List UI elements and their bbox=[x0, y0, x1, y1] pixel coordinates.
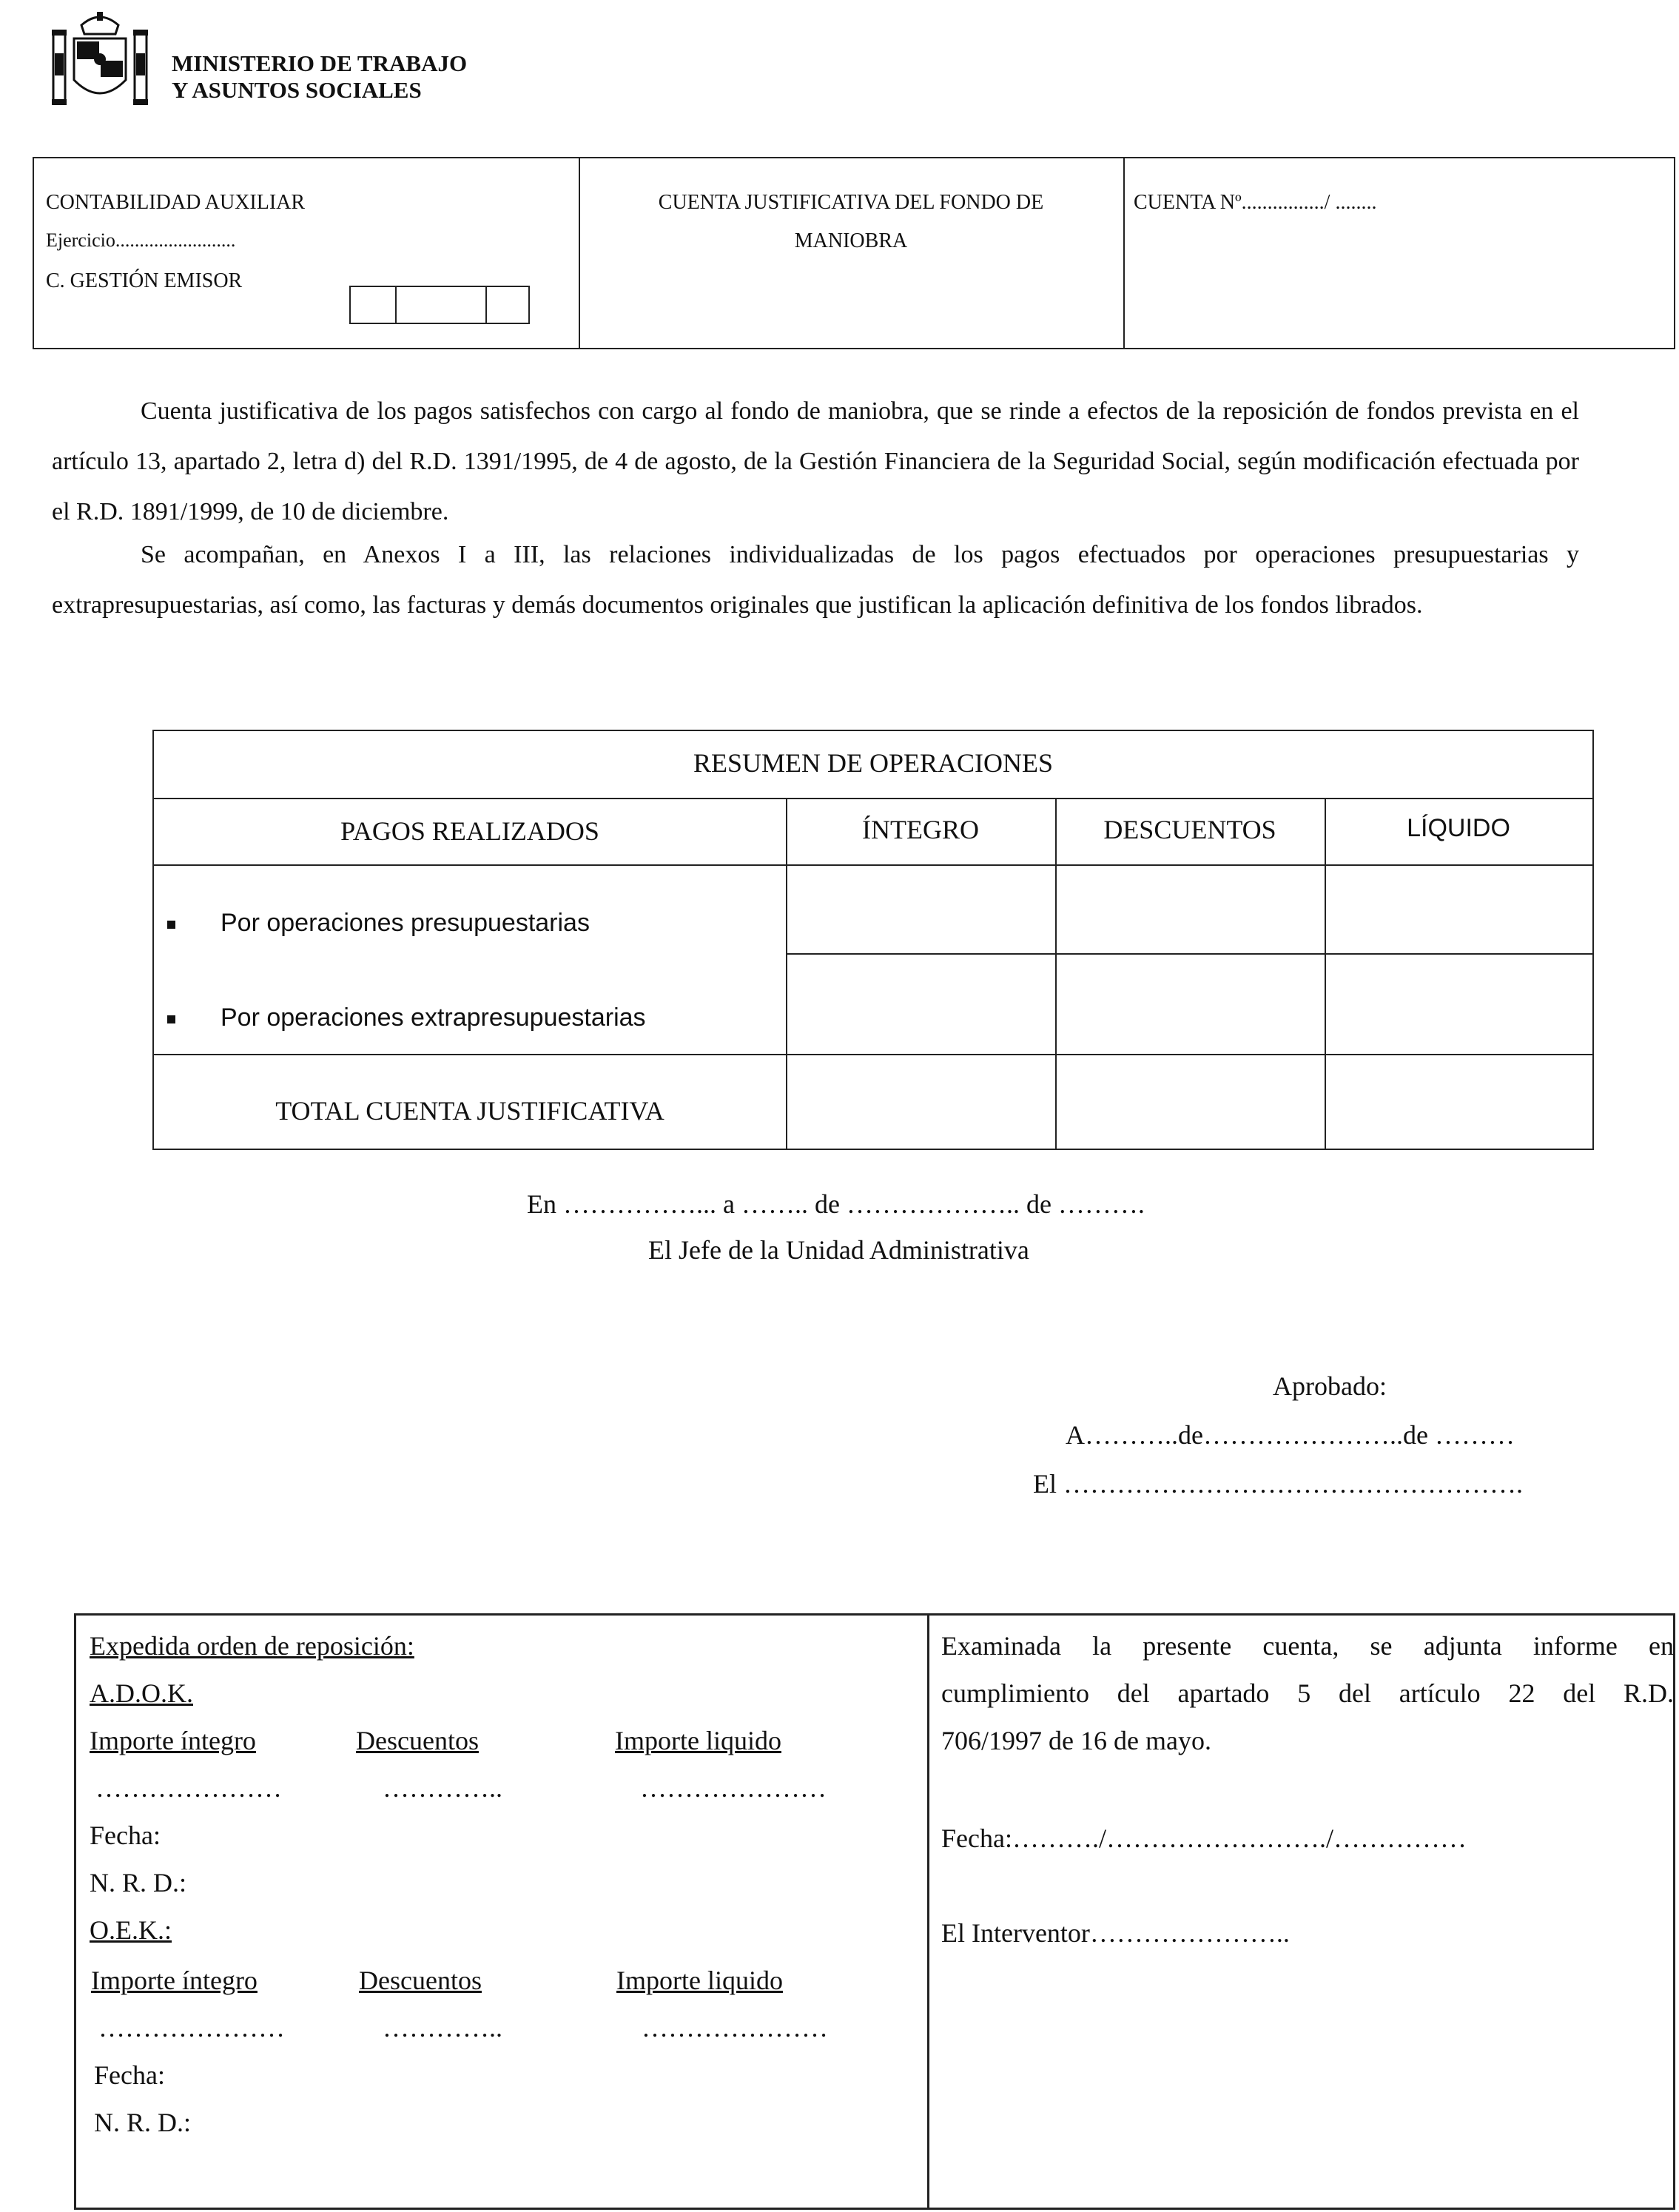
intervention-text-line-3: 706/1997 de 16 de mayo. bbox=[941, 1726, 1211, 1755]
account-number-cell bbox=[1123, 158, 1674, 348]
header-liquido: LÍQUIDO bbox=[1407, 814, 1510, 842]
place-date-line[interactable]: En ……………... a …….. de ……………….. de ………. bbox=[527, 1189, 1145, 1219]
oek-fecha-label: Fecha: bbox=[94, 2060, 165, 2090]
adok-importe-integro-field[interactable]: ………………… bbox=[95, 1773, 282, 1803]
intervention-text-line-1: Examinada la presente cuenta, se adjunta informe en bbox=[941, 1631, 1674, 1661]
aprobado-label: Aprobado: bbox=[1273, 1371, 1387, 1401]
oek-label: O.E.K.: bbox=[90, 1915, 172, 1945]
account-title-line-1: CUENTA JUSTIFICATIVA DEL FONDO DE bbox=[658, 191, 1044, 214]
cuenta-no-field[interactable]: CUENTA Nº................/ ........ bbox=[1134, 191, 1377, 214]
adok-fecha-label: Fecha: bbox=[90, 1821, 161, 1850]
gestion-emisor-label: C. GESTIÓN EMISOR bbox=[46, 269, 243, 292]
paragraph-1 bbox=[52, 386, 1579, 537]
cell-total-integro[interactable] bbox=[787, 1055, 1054, 1149]
cell-presupuestarias-integro[interactable] bbox=[787, 866, 1054, 952]
reposition-box bbox=[74, 1613, 1675, 2210]
aprobado-date-line[interactable]: A………..de…………………..de ……… bbox=[1066, 1420, 1515, 1450]
adok-importe-liquido-field[interactable]: ………………… bbox=[640, 1773, 827, 1803]
oek-importe-integro-field[interactable]: ………………… bbox=[98, 2013, 285, 2043]
row-total-label: TOTAL CUENTA JUSTIFICATIVA bbox=[275, 1096, 664, 1126]
header-pagos-realizados: PAGOS REALIZADOS bbox=[340, 816, 599, 846]
aprobado-el-line[interactable]: El ……………………………………………. bbox=[1033, 1469, 1523, 1499]
cell-presupuestarias-liquido[interactable] bbox=[1326, 866, 1591, 952]
ministry-line-1: MINISTERIO DE TRABAJO bbox=[172, 50, 468, 76]
row-extrapresupuestarias-label: Por operaciones extrapresupuestarias bbox=[221, 1004, 646, 1032]
adok-importe-liquido-label: Importe liquido bbox=[615, 1726, 781, 1755]
ministry-line-2: Y ASUNTOS SOCIALES bbox=[172, 77, 422, 103]
reposition-order-panel bbox=[76, 1616, 929, 2208]
bullet-icon bbox=[167, 921, 175, 929]
code-box-3[interactable] bbox=[487, 287, 528, 323]
header-integro: ÍNTEGRO bbox=[862, 815, 979, 844]
bullet-icon bbox=[167, 1015, 175, 1023]
account-info-box bbox=[33, 157, 1675, 349]
oek-importe-integro-label: Importe íntegro bbox=[91, 1966, 258, 1995]
code-box-2[interactable] bbox=[397, 287, 487, 323]
ministry-name bbox=[172, 50, 467, 104]
intervention-fecha-field[interactable]: Fecha:………./……………………./…………… bbox=[941, 1823, 1467, 1853]
paragraph-2-text: Se acompañan, en Anexos I a III, las relaciones individualizadas de los pagos efectuados por operaciones presupuestarias y extrapresupuestarias, así como, las facturas y demás documentos originales que justifican la aplicación definitiva de los fondos librados. bbox=[52, 541, 1579, 619]
coat-of-arms-icon bbox=[52, 9, 148, 107]
oek-importe-liquido-label: Importe liquido bbox=[616, 1966, 783, 1995]
oek-descuentos-field[interactable]: ………….. bbox=[383, 2013, 502, 2043]
cell-extrapresupuestarias-descuentos[interactable] bbox=[1057, 955, 1323, 1052]
oek-nrd-label: N. R. D.: bbox=[94, 2108, 192, 2137]
adok-nrd-label: N. R. D.: bbox=[90, 1868, 187, 1897]
adok-descuentos-label: Descuentos bbox=[356, 1726, 479, 1755]
adok-descuentos-field[interactable]: ………….. bbox=[383, 1773, 502, 1803]
cell-presupuestarias-descuentos[interactable] bbox=[1057, 866, 1323, 952]
cell-total-liquido[interactable] bbox=[1326, 1055, 1591, 1149]
ejercicio-field[interactable]: Ejercicio......................... bbox=[46, 229, 236, 251]
signer-title: El Jefe de la Unidad Administrativa bbox=[648, 1235, 1029, 1265]
adok-label: A.D.O.K. bbox=[90, 1678, 193, 1708]
reposition-order-heading: Expedida orden de reposición: bbox=[90, 1631, 414, 1661]
account-title-cell bbox=[579, 158, 1125, 348]
oek-importe-liquido-field[interactable]: ………………… bbox=[642, 2013, 828, 2043]
interventor-field[interactable]: El Interventor………………….. bbox=[941, 1918, 1290, 1948]
intervention-panel bbox=[929, 1616, 1673, 2208]
gestion-emisor-code-boxes[interactable] bbox=[349, 286, 530, 324]
oek-descuentos-label: Descuentos bbox=[359, 1966, 482, 1995]
paragraph-2 bbox=[52, 530, 1579, 631]
account-title-line-2: MANIOBRA bbox=[794, 229, 908, 252]
intervention-text-line-2: cumplimiento del apartado 5 del artículo 22 del R.D. bbox=[941, 1678, 1674, 1708]
account-info-left bbox=[34, 158, 580, 348]
header-descuentos: DESCUENTOS bbox=[1103, 815, 1276, 844]
summary-table-title: RESUMEN DE OPERACIONES bbox=[693, 748, 1054, 778]
cell-total-descuentos[interactable] bbox=[1057, 1055, 1323, 1149]
contabilidad-label: CONTABILIDAD AUXILIAR bbox=[46, 191, 306, 214]
paragraph-1-text: Cuenta justificativa de los pagos satisfechos con cargo al fondo de maniobra, que se rinde a efectos de la reposición de fondos prevista en el artículo 13, apartado 2, letra d) del R.D. 1391/1995, de 4 de agosto, de la Gestión Financiera de la Seguridad Social, según modificación efectuada por el R.D. 1891/1999, de 10 de diciembre. bbox=[52, 397, 1579, 525]
cell-extrapresupuestarias-liquido[interactable] bbox=[1326, 955, 1591, 1052]
row-presupuestarias-label: Por operaciones presupuestarias bbox=[221, 909, 590, 937]
code-box-1[interactable] bbox=[351, 287, 397, 323]
summary-table bbox=[152, 730, 1594, 1150]
adok-importe-integro-label: Importe íntegro bbox=[90, 1726, 256, 1755]
cell-extrapresupuestarias-integro[interactable] bbox=[787, 955, 1054, 1052]
